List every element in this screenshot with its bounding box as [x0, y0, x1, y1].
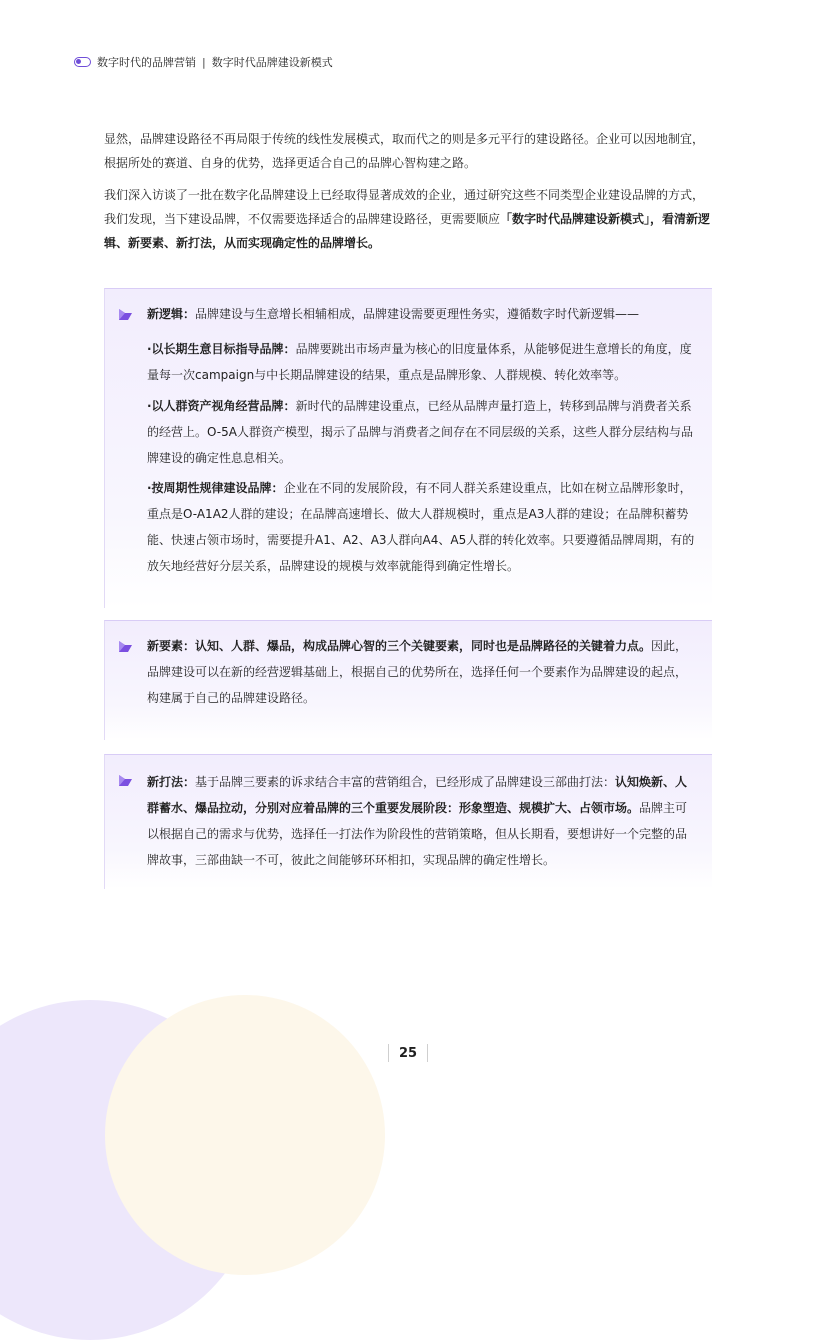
logic-item-2-text: 新时代的品牌建设重点，已经从品牌声量打造上，转移到品牌与消费者关系的经营上。O-5A人群资产模型，揭示了品牌与消费者之间存在不同层级的关系，这些人群分层结构与品牌建设的确定性息息相关。 [147, 399, 693, 465]
elements-heading: 新要素：认知、人群、爆品，构成品牌心智的三个关键要素，同时也是品牌路径的关键着力点。 [147, 639, 652, 653]
elements-paragraph [147, 633, 697, 711]
tactics-text-3: 品牌主可以根据自己的需求与优势，选择任一打法作为阶段性的营销策略，但从长期看，要想讲好一个完整的品牌故事，三部曲缺一不可，彼此之间能够环环相扣，实现品牌的确定性增长。 [147, 801, 688, 867]
logic-item-1 [147, 336, 697, 388]
box-new-logic [104, 288, 712, 608]
purple-wedge-icon [119, 641, 132, 652]
toggle-icon [74, 57, 91, 67]
box-new-tactics [104, 754, 712, 889]
box-new-elements [104, 620, 712, 740]
elements-text: 因此，品牌建设可以在新的经营逻辑基础上，根据自己的优势所在，选择任何一个要素作为品牌建设的起点，构建属于自己的品牌建设路径。 [147, 639, 688, 705]
intro-p2-bold: 「数字时代品牌建设新模式」，看清新逻辑、新要素、新打法，从而实现确定性的品牌增长。 [104, 212, 711, 250]
logic-item-2 [147, 393, 697, 471]
logic-item-3 [147, 475, 697, 579]
tactics-heading: 新打法： [147, 775, 196, 789]
page-number: 25 [388, 1044, 428, 1062]
page-header [74, 53, 333, 71]
intro-paragraph-2 [104, 183, 714, 255]
header-title-left: 数字时代的品牌营销 [97, 56, 196, 69]
tactics-text-1: 基于品牌三要素的诉求结合丰富的营销组合，已经形成了品牌建设三部曲打法： [195, 775, 616, 789]
intro-p2-normal: 我们深入访谈了一批在数字化品牌建设上已经取得显著成效的企业，通过研究这些不同类型企业建设品牌的方式，我们发现，当下建设品牌，不仅需要选择适合的品牌建设路径，更需要顺应 [104, 188, 705, 226]
intro-paragraph-1: 显然，品牌建设路径不再局限于传统的线性发展模式，取而代之的则是多元平行的建设路径。企业可以因地制宜，根据所处的赛道、自身的优势，选择更适合自己的品牌心智构建之路。 [104, 132, 705, 170]
logic-heading-text: 品牌建设与生意增长相辅相成，品牌建设需要更理性务实，遵循数字时代新逻辑—— [195, 307, 640, 321]
tactics-bold-2: 认知焕新、人群蓄水、爆品拉动，分别对应着品牌的三个重要发展阶段：形象塑造、规模扩大、占领市场。 [147, 775, 688, 815]
logic-item-2-title: ·以人群资产视角经营品牌： [147, 399, 296, 413]
decorative-circle-cream [105, 995, 385, 1275]
logic-item-3-title: ·按周期性规律建设品牌： [147, 481, 284, 495]
logic-heading [147, 301, 697, 327]
logic-item-3-text: 企业在不同的发展阶段，有不同人群关系建设重点，比如在树立品牌形象时，重点是O-A1A2人群的建设；在品牌高速增长、做大人群规模时，重点是A3人群的建设；在品牌积蓄势能、快速占领市场时，需要提升A1、A2、A3人群向A4、A5人群的转化效率。只要遵循品牌周期，有的放矢地经营好分层关系，品牌建设的规模与效率就能得到确定性增长。 [147, 481, 695, 573]
tactics-paragraph [147, 769, 697, 873]
logic-item-1-title: ·以长期生意目标指导品牌： [147, 342, 296, 356]
purple-wedge-icon [119, 309, 132, 320]
logic-heading-label: 新逻辑： [147, 307, 196, 321]
purple-wedge-icon [119, 775, 132, 786]
header-separator: | [202, 55, 206, 69]
header-title-right: 数字时代品牌建设新模式 [211, 56, 333, 69]
logic-item-1-text: 品牌要跳出市场声量为核心的旧度量体系，从能够促进生意增长的角度，度量每一次campaign与中长期品牌建设的结果，重点是品牌形象、人群规模、转化效率等。 [147, 342, 692, 382]
